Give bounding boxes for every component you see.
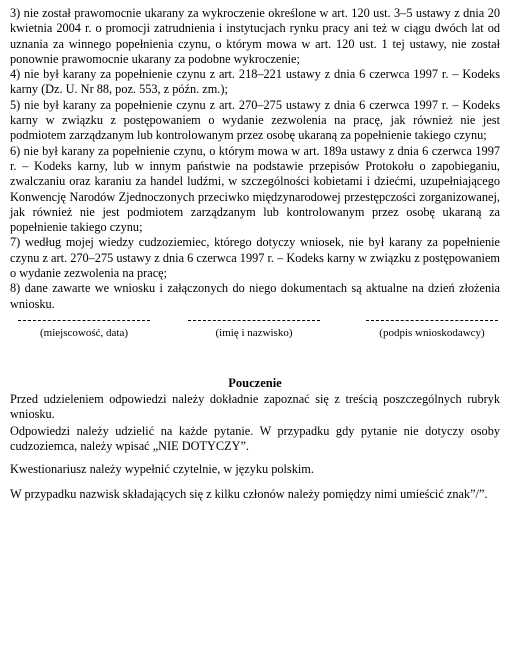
point-5: 5) nie był karany za popełnienie czynu z art. 270–275 ustawy z dnia 6 czerwca 1997 r. – Kodeks karny w związku z postępowaniem o wydanie zezwolenia na pracę, jak również nie jest podmiotem zarządzanym lub kontrolowanym przez osobę ukaraną za popełnienie takiego czynu;	[10, 97, 500, 143]
point-7: 7) według mojej wiedzy cudzoziemiec, którego dotyczy wniosek, nie był karany za popełnienie czynu z art. 270–275 ustawy z dnia 6 czerwca 1997 r. – Kodeks karny w związku z postępowaniem o wydanie zezwolenia na pracę;	[10, 235, 500, 281]
notice-paragraph-3: Kwestionariusz należy wypełnić czytelnie, w języku polskim.	[10, 462, 314, 476]
notice-paragraph-4: W przypadku nazwisk składających się z kilku członów należy pomiędzy nimi umieścić znak”/”.	[10, 487, 488, 501]
signature-field	[366, 320, 498, 339]
place-date-line	[18, 320, 150, 321]
signature-caption: (podpis wnioskodawcy)	[379, 327, 485, 339]
notice-paragraph-2: Odpowiedzi należy udzielić na każde pytanie. W przypadku gdy pytanie nie dotyczy osoby cudzoziemca, należy wpisać „NIE DOTYCZY”.	[10, 424, 500, 454]
point-4: 4) nie był karany za popełnienie czynu z art. 218–221 ustawy z dnia 6 czerwca 1997 r. – Kodeks karny (Dz. U. Nr 88, poz. 553, z późn. zm.);	[10, 67, 500, 97]
declaration-points	[10, 6, 500, 312]
point-3: 3) nie został prawomocnie ukarany za wykroczenie określone w art. 120 ust. 3–5 ustawy z dnia 20 kwietnia 2004 r. o promocji zatrudnienia i instytucjach rynku pracy ani też w ciągu dwóch lat od uznania za winnego popełnienia czynu, o którym mowa w art. 120 ust. 1 tej ustawy, nie został ponownie prawomocnie ukarany za podobne wykroczenie;	[10, 6, 500, 66]
name-field	[188, 320, 320, 339]
signature-row	[0, 320, 510, 360]
point-8: 8) dane zawarte we wniosku i załączonych do niego dokumentach są aktualne na dzień złożenia wniosku.	[10, 281, 500, 311]
point-6: 6) nie był karany za popełnienie czynu, o którym mowa w art. 189a ustawy z dnia 6 czerwca 1997 r. – Kodeks karny, lub w innym państwie na podstawie przepisów Protokołu o zapobieganiu, zwalczaniu oraz karaniu za handel ludźmi, w szczególności kobietami i dziećmi, uzupełniającego Konwencję Narodów Zjednoczonych przeciwko międzynarodowej przestępczości zorganizowanej, jak również nie jest podmiotem zarządzanym lub kontrolowanym przez osobę ukaraną za popełnienie takiego czynu;	[10, 143, 500, 235]
place-date-field	[18, 320, 150, 339]
name-caption: (imię i nazwisko)	[215, 327, 293, 339]
notice-paragraph-1: Przed udzieleniem odpowiedzi należy dokładnie zapoznać się z treścią poszczególnych rubryk wniosku.	[10, 392, 500, 422]
name-line	[188, 320, 320, 321]
signature-line	[366, 320, 498, 321]
place-date-caption: (miejscowość, data)	[40, 327, 128, 339]
notice-title: Pouczenie	[228, 376, 282, 390]
